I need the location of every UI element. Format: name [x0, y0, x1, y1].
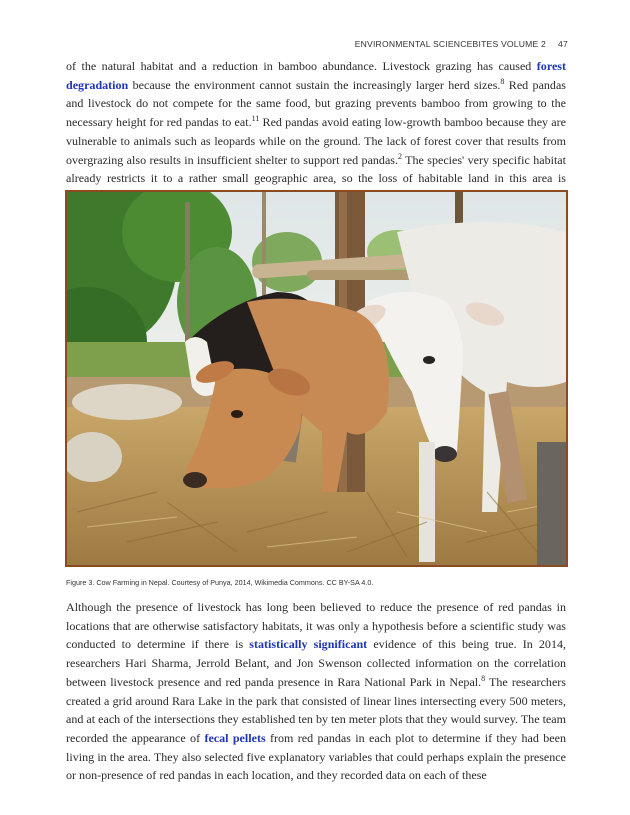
figure-cow-farming-photo [65, 190, 568, 567]
running-header [355, 39, 568, 49]
citation-ref: 8 [481, 673, 486, 683]
text: of the natural habitat and a reduction in bamboo abundance. Livestock grazing has caused [66, 59, 537, 73]
text: The species' very specific habitat already restricts it to a rather small geographic area, so the loss of habitable land in this area is [66, 152, 566, 186]
text: Although the presence of livestock has long been believed to reduce the presence of red pandas in locations that are otherwise satisfactory habitats, it was only a hypothesis before a scientific study was conducted to determine if there is [66, 600, 566, 652]
citation-ref: 11 [251, 114, 260, 124]
text: from red pandas in each plot to determine if they had been living in the area. They also selected five explanatory variables that could perhaps explain the presence or non-presence of red pandas in each location, and they recorded data on each of these [66, 730, 566, 783]
journal-title: ENVIRONMENTAL SCIENCEBITES VOLUME 2 [354, 39, 547, 49]
glossary-term-fecal-pellets[interactable]: fecal pellets [204, 730, 266, 745]
text: Red pandas and livestock do not compete for the same food, but grazing prevents bamboo from growing to the necessary height for red pandas to eat. [66, 77, 566, 130]
text: Red pandas avoid eating low-growth bamboo because they are vulnerable to animals such as leopards while on the ground. The lack of forest cover that results from overgrazing also results in insufficient shelter to support red pandas. [66, 115, 566, 167]
text: because the environment cannot sustain the increasingly larger herd sizes. [128, 77, 501, 92]
citation-ref: 8 [500, 76, 505, 86]
figure-caption: Figure 3. Cow Farming in Nepal. Courtesy of Punya, 2014, Wikimedia Commons. CC BY-SA 4.0. [66, 578, 374, 587]
text: evidence of this being true. In 2014, researchers Hari Sharma, Jerrold Belant, and Jon Swenson collected information on the correlation between livestock presence and red panda presence in Rara National Park in Nepal. [66, 637, 566, 689]
cow-photo-illustration [67, 192, 566, 565]
citation-ref: 2 [398, 151, 403, 161]
glossary-term-forest-degradation[interactable]: forest degradation [66, 59, 566, 92]
page-number: 47 [558, 39, 568, 49]
paragraph-2 [66, 598, 566, 785]
text: The researchers created a grid around Rara Lake in the park that consisted of linear lines intersecting every 500 meters, and at each of the intersections they established ten by ten meter plots that they would survey. The team recorded the appearance of [66, 674, 566, 745]
glossary-term-statistically-significant[interactable]: statistically significant [249, 637, 368, 652]
paragraph-1 [66, 57, 566, 207]
